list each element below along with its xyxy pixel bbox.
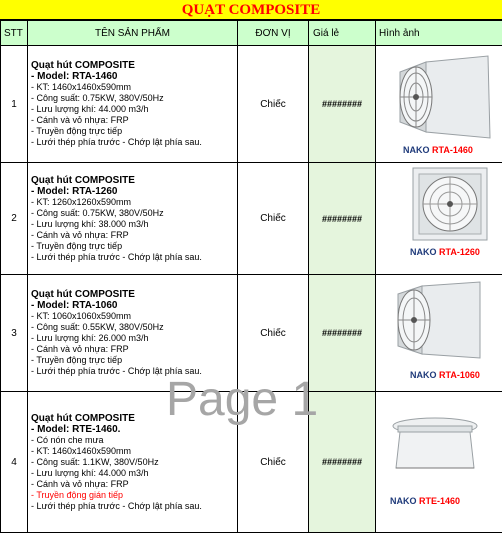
row-unit: Chiếc — [238, 46, 309, 163]
page-title: QUẠT COMPOSITE — [0, 0, 502, 20]
product-desc — [28, 163, 238, 275]
product-table — [0, 20, 502, 533]
table-row — [1, 46, 502, 163]
spec-line: - Lưới thép phía trước - Chớp lật phía sau. — [31, 137, 237, 148]
spec-line: - Cánh và vỏ nhựa: FRP — [31, 479, 237, 490]
spec-line: - Cánh và vỏ nhựa: FRP — [31, 344, 237, 355]
row-unit: Chiếc — [238, 275, 309, 392]
spec-line: - Truyền động trực tiếp — [31, 241, 237, 252]
spec-line: - Công suất: 0.55KW, 380V/50Hz — [31, 322, 237, 333]
header-price: Giá lẻ — [309, 21, 376, 46]
spec-line: - Lưu lượng khí: 44.000 m3/h — [31, 104, 237, 115]
spec-line: - KT: 1260x1260x590mm — [31, 197, 237, 208]
header-name: TÊN SẢN PHẨM — [28, 21, 238, 46]
spec-line: - Lưới thép phía trước - Chớp lật phía sau. — [31, 501, 237, 512]
spec-line: - Lưu lượng khí: 44.000 m3/h — [31, 468, 237, 479]
header-image: Hình ảnh — [376, 21, 502, 46]
table-row — [1, 163, 502, 275]
spec-line: - KT: 1060x1060x590mm — [31, 311, 237, 322]
spec-line: - KT: 1460x1460x590mm — [31, 446, 237, 457]
row-price: ######## — [309, 163, 376, 275]
spec-line: - Có nón che mưa — [31, 435, 237, 446]
product-image-cell — [376, 275, 502, 392]
product-desc — [28, 46, 238, 163]
row-stt: 1 — [1, 46, 28, 163]
product-name: Quạt hút COMPOSITE — [31, 175, 237, 186]
row-price: ######## — [309, 275, 376, 392]
product-name: Quạt hút COMPOSITE — [31, 413, 237, 424]
header-row — [1, 21, 502, 46]
spec-line: - Công suất: 0.75KW, 380V/50Hz — [31, 93, 237, 104]
product-name: Quạt hút COMPOSITE — [31, 289, 237, 300]
spec-line: - Lưới thép phía trước - Chớp lật phía sau. — [31, 252, 237, 263]
product-model: - Model: RTE-1460. — [31, 424, 237, 435]
spec-line: - KT: 1460x1460x590mm — [31, 82, 237, 93]
product-name: Quạt hút COMPOSITE — [31, 60, 237, 71]
row-price: ######## — [309, 46, 376, 163]
product-image-cell — [376, 163, 502, 275]
row-price: ######## — [309, 392, 376, 533]
roof-fan-with-rain-cap-icon — [390, 412, 480, 472]
product-model: - Model: RTA-1060 — [31, 300, 237, 311]
product-image-cell — [376, 46, 502, 163]
row-stt: 4 — [1, 392, 28, 533]
row-stt: 2 — [1, 163, 28, 275]
composite-box-fan-icon — [411, 166, 489, 242]
spec-line: - Truyền động trực tiếp — [31, 355, 237, 366]
header-unit: ĐƠN VỊ — [238, 21, 309, 46]
spec-line-highlight: - Truyền động gián tiếp — [31, 490, 237, 501]
spec-line: - Lưu lượng khí: 38.000 m3/h — [31, 219, 237, 230]
row-unit: Chiếc — [238, 392, 309, 533]
spec-line: - Lưới thép phía trước - Chớp lật phía sau. — [31, 366, 237, 377]
row-stt: 3 — [1, 275, 28, 392]
product-image-cell — [376, 392, 502, 533]
brand-label: NAKO RTA-1460 — [403, 145, 473, 155]
composite-box-fan-icon — [396, 54, 492, 140]
page-watermark: Page 1 — [166, 372, 318, 427]
product-model: - Model: RTA-1460 — [31, 71, 237, 82]
header-stt: STT — [1, 21, 28, 46]
brand-label: NAKO RTE-1460 — [390, 496, 460, 506]
spec-line: - Truyền động trực tiếp — [31, 126, 237, 137]
spec-line: - Công suất: 0.75KW, 380V/50Hz — [31, 208, 237, 219]
spec-line: - Lưu lượng khí: 26.000 m3/h — [31, 333, 237, 344]
product-model: - Model: RTA-1260 — [31, 186, 237, 197]
spec-line: - Cánh và vỏ nhựa: FRP — [31, 230, 237, 241]
spec-line: - Cánh và vỏ nhựa: FRP — [31, 115, 237, 126]
spec-line: - Công suất: 1.1KW, 380V/50Hz — [31, 457, 237, 468]
brand-label: NAKO RTA-1260 — [410, 247, 480, 257]
composite-box-fan-icon — [394, 280, 482, 360]
row-unit: Chiếc — [238, 163, 309, 275]
brand-label: NAKO RTA-1060 — [410, 370, 480, 380]
